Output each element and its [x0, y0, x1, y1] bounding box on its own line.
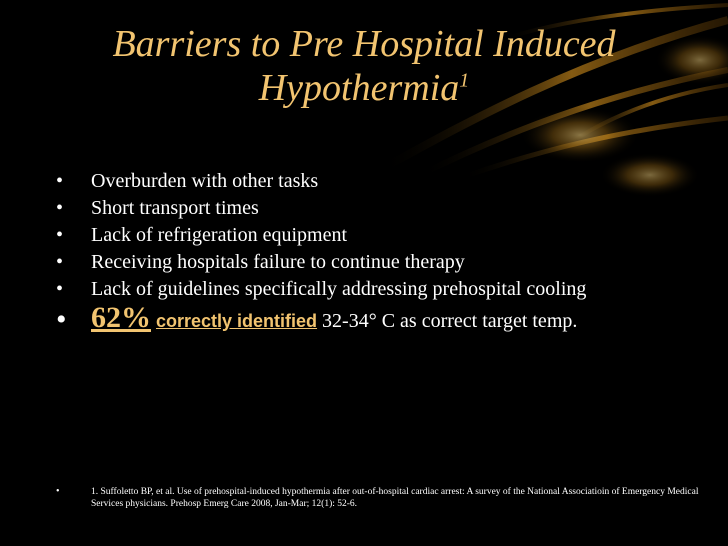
bullet-dot: •: [56, 303, 67, 336]
bullet-text: Lack of guidelines specifically addressing prehospital cooling: [91, 278, 587, 300]
glow-1: [520, 107, 640, 163]
bullet-list: [56, 170, 676, 336]
reference-footnote: [56, 486, 711, 510]
title-footnote-marker: 1: [459, 69, 470, 92]
bullet-dot: •: [56, 251, 64, 273]
bullet-dot: •: [56, 486, 60, 497]
bullet-dot: •: [56, 278, 64, 300]
bullet-text: Receiving hospitals failure to continue therapy: [91, 251, 465, 273]
highlight-phrase: correctly identified: [156, 311, 318, 331]
bullet-item: [56, 172, 676, 191]
title-line-2: Hypothermia: [258, 67, 460, 109]
bullet-text: Short transport times: [91, 197, 259, 219]
reference-text: 1. Suffoletto BP, et al. Use of prehospital-induced hypothermia after out-of-hospital cardiac arrest: A survey of the National Associatioin of Emergency Medical Services physicians. Prehosp Emerg Care 2008, Jan-Mar; 12(1): 52-6.: [91, 487, 699, 509]
highlight-bullet: [56, 301, 676, 336]
bullet-dot: •: [56, 197, 64, 219]
bullet-dot: •: [56, 170, 64, 192]
bullet-dot: •: [56, 224, 64, 246]
highlight-rest: 32-34° C as correct target temp.: [317, 310, 578, 332]
bullet-text: Overburden with other tasks: [91, 170, 319, 192]
bullet-item: [56, 199, 676, 218]
bullet-item: [56, 226, 676, 245]
title-line-1: Barriers to Pre Hospital Induced: [112, 23, 616, 65]
bullet-item: [56, 253, 676, 272]
slide-title: [30, 22, 698, 110]
bullet-text: Lack of refrigeration equipment: [91, 224, 347, 246]
highlight-percent: 62%: [91, 301, 151, 334]
bullet-item: [56, 280, 676, 299]
